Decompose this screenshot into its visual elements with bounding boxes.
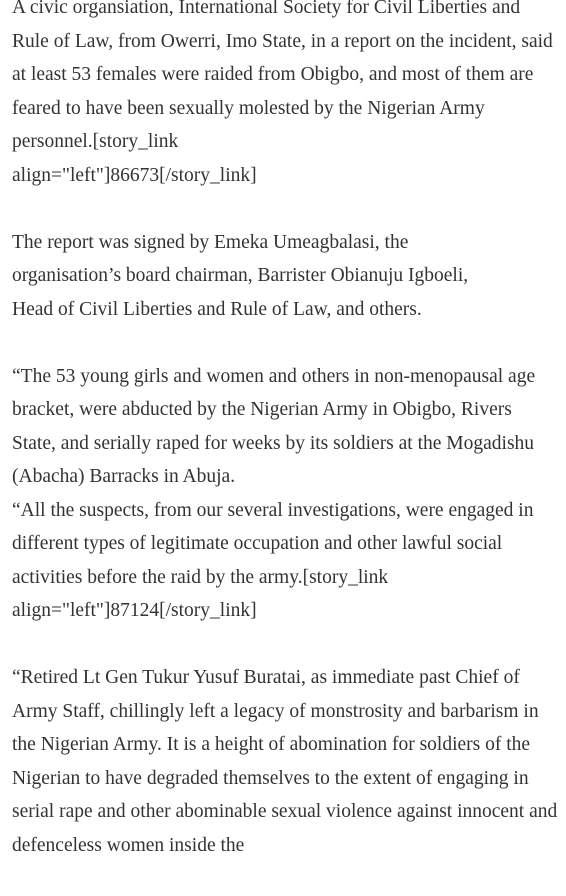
article-paragraph: “The 53 young girls and women and others in non-menopausal age bracket, were abducted by the Nigerian Army in Obigbo, Rivers State, and serially raped for weeks by its soldiers at the Mogadishu (Abacha) Barracks in Abuja. <box>12 365 540 487</box>
article-paragraph: The report was signed by Emeka Umeagbalasi, the organisation’s board chairman, Barrister Obianuju Igboeli, Head of Civil Liberties and Rule of Law, and others. <box>12 231 469 320</box>
article-body <box>12 0 563 896</box>
article-paragraph: “Retired Lt Gen Tukur Yusuf Buratai, as immediate past Chief of Army Staff, chillingly left a legacy of monstrosity and barbarism in the Nigerian Army. It is a height of abomination for soldiers of the Nigerian to have degraded themselves to the extent of engaging in serial rape and other abominable sexual violence against innocent and defenceless women inside the <box>12 667 563 856</box>
article-paragraph: A civic organsiation, International Society for Civil Liberties and Rule of Law, from Owerri, Imo State, in a report on the incident, said at least 53 females were raided from Obigbo, and most of them are feared to have been sexually molested by the Nigerian Army personnel.[story_link align="left"]86673[/story_link] <box>12 0 553 186</box>
article-paragraph: “All the suspects, from our several investigations, were engaged in different types of legitimate occupation and other lawful social activities before the raid by the army.[story_link align="left"]87124[/story_link] <box>12 499 534 621</box>
